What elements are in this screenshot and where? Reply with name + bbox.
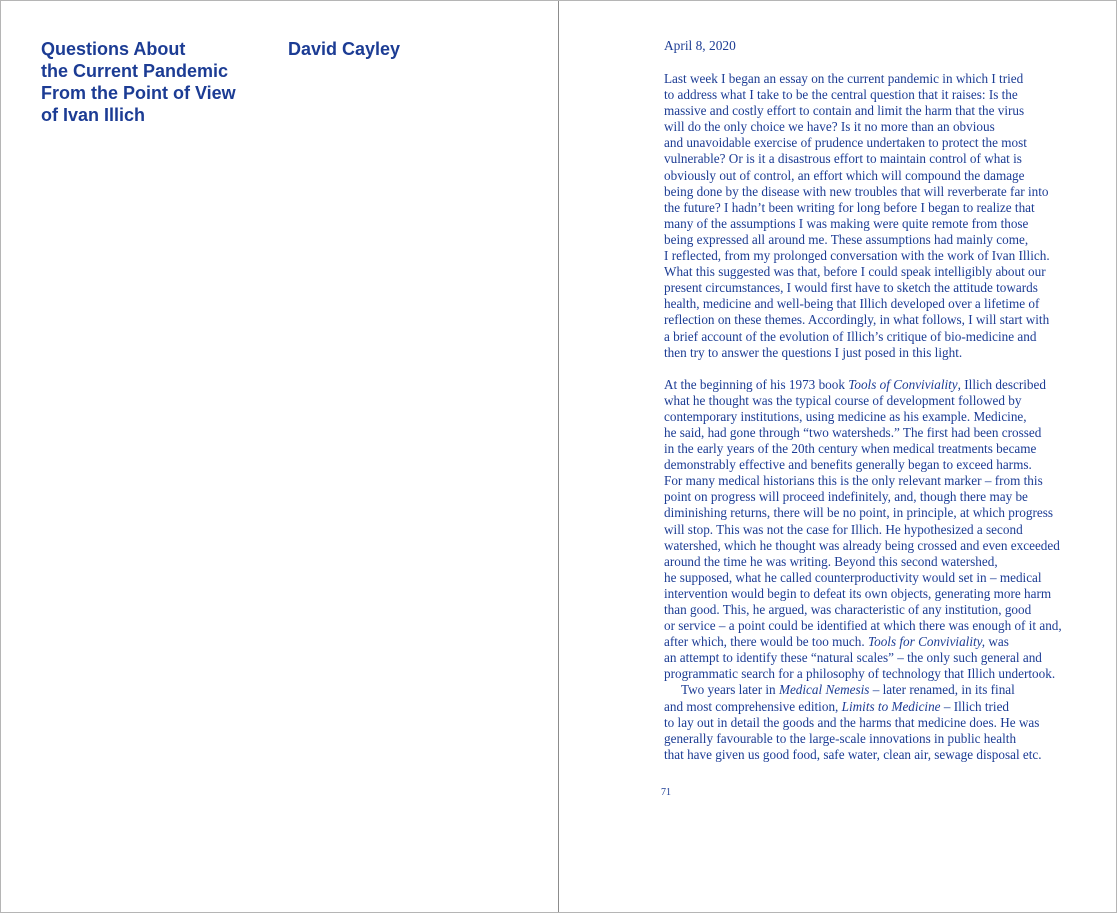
text-line: in the early years of the 20th century when medical treatments became [664,441,1037,457]
text-line: reflection on these themes. Accordingly, in what follows, I will start with [664,312,1050,328]
text-line [664,682,1094,698]
essay-date: April 8, 2020 [664,38,736,53]
text-line: what he thought was the typical course of development followed by [664,392,1022,408]
text-line: will stop. This was not the case for Illich. He hypothesized a second [664,521,1023,537]
text-line: health, medicine and well-being that Illich developed over a lifetime of [664,296,1040,312]
title-line: From the Point of View [41,83,236,103]
text-line [664,699,1094,715]
paragraph-2 [664,377,1094,683]
text-line: that have given us good food, safe water, clean air, sewage disposal etc. [664,746,1042,762]
body-text [664,71,1094,763]
text-line: then try to answer the questions I just posed in this light. [664,344,963,360]
text-line: or service – a point could be identified at which there was enough of it and, [664,618,1062,634]
text-line: will do the only choice we have? Is it no more than an obvious [664,119,995,135]
text-line: and unavoidable exercise of prudence undertaken to protect the most [664,135,1027,151]
text-line: around the time he was writing. Beyond this second watershed, [664,553,998,569]
text-line: to lay out in detail the goods and the harms that medicine does. He was [664,714,1040,730]
text-run: and most comprehensive edition, [664,698,842,714]
text-line: vulnerable? Or is it a disastrous effort to maintain control of what is [664,151,1022,167]
text-line: Last week I began an essay on the current pandemic in which I tried [664,71,1024,86]
text-line: than good. This, he argued, was characteristic of any institution, good [664,602,1032,617]
title-line: of Ivan Illich [41,105,146,125]
text-line: many of the assumptions I was making were quite remote from those [664,215,1029,231]
title-line: Questions About [41,39,186,59]
text-line: point on progress will proceed indefinitely, and, though there may be [664,489,1028,505]
text-line: being done by the disease with new troubles that will reverberate far into [664,183,1049,199]
gutter-divider [558,1,559,912]
paragraph-spacer [664,361,1094,377]
title-line: the Current Pandemic [41,61,229,81]
text-line: he said, had gone through “two watersheds.” The first had been crossed [664,424,1042,440]
book-title: Tools of Conviviality [848,376,958,392]
text-line: intervention would begin to defeat its own objects, generating more harm [664,585,1052,601]
text-line: a brief account of the evolution of Illich’s critique of bio-medicine and [664,328,1037,344]
text-run: , Illich described [957,376,1046,392]
book-title: Tools for Conviviality, [867,634,986,650]
text-line: the future? I hadn’t been writing for long before I began to realize that [664,199,1035,215]
author-name: David Cayley [288,39,401,59]
text-line: I reflected, from my prolonged conversation with the work of Ivan Illich. [664,248,1050,264]
text-line: demonstrably effective and benefits generally began to exceed harms. [664,457,1032,473]
page-number: 71 [661,787,671,798]
text-line [664,634,1094,650]
book-title: Limits to Medicine [841,698,941,714]
text-run: – Illich tried [940,698,1010,714]
text-line: diminishing returns, there will be no point, in principle, at which progress [664,505,1053,521]
text-run: was [985,634,1009,650]
essay-title [41,38,271,126]
text-run: – later renamed, in its final [869,682,1015,698]
text-line: being expressed all around me. These assumptions had mainly come, [664,231,1029,247]
text-line: an attempt to identify these “natural scales” – the only such general and [664,650,1042,666]
text-line: watershed, which he thought was already being crossed and even exceeded [664,537,1060,553]
text-line: contemporary institutions, using medicine as his example. Medicine, [664,408,1027,424]
text-run: At the beginning of his 1973 book [664,376,849,392]
text-line: obviously out of control, an effort which will compound the damage [664,167,1025,183]
paragraph-3 [664,682,1094,762]
text-line: present circumstances, I would first have to sketch the attitude towards [664,280,1038,296]
book-title: Medical Nemesis [778,682,870,698]
text-line: What this suggested was that, before I could speak intelligibly about our [664,264,1046,280]
text-line: massive and costly effort to contain and limit the harm that the virus [664,103,1025,119]
paragraph-1 [664,71,1094,361]
text-line [664,377,1094,393]
text-run: Two years later in [681,682,779,698]
text-line: For many medical historians this is the only relevant marker – from this [664,473,1043,489]
text-run: after which, there would be too much. [664,634,868,650]
text-line: generally favourable to the large-scale innovations in public health [664,730,1017,746]
text-line: he supposed, what he called counterproductivity would set in – medical [664,569,1042,585]
text-line: to address what I take to be the central question that it raises: Is the [664,87,1018,103]
text-line: programmatic search for a philosophy of technology that Illich undertook. [664,666,1056,682]
